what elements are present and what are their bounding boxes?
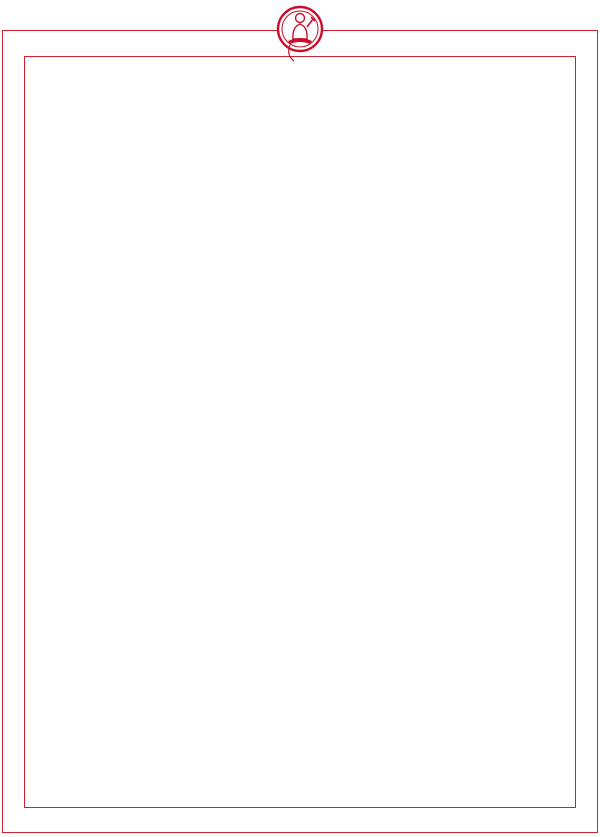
page-body [34, 93, 568, 127]
border-text-right [578, 38, 598, 828]
birth-dates-list [34, 104, 568, 116]
border-text-left [4, 38, 24, 828]
hanuman-emblem-icon [276, 5, 324, 67]
decorative-inner-frame [24, 56, 576, 808]
